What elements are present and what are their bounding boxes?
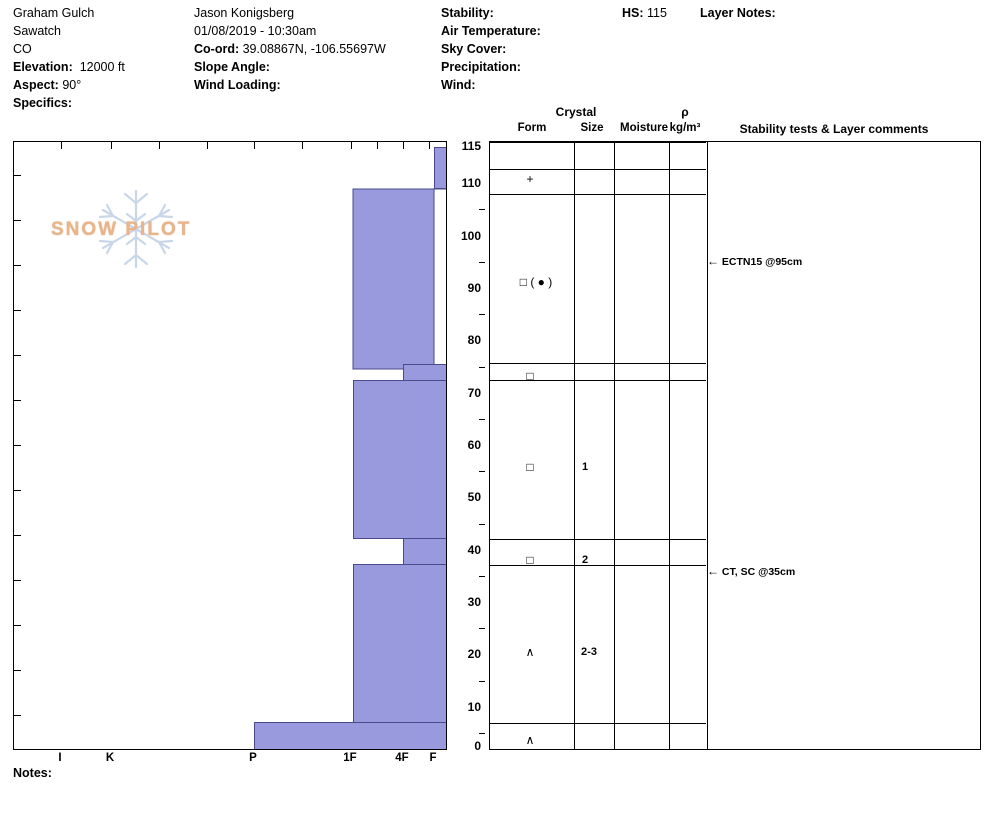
hardness-bar-layer-6 <box>353 564 447 723</box>
header-range-name: Sawatch <box>13 24 61 38</box>
header-form: Form <box>517 122 547 134</box>
notes-label: Notes: <box>13 766 52 780</box>
header-column-hs <box>622 4 702 22</box>
left-arrow-icon: ← <box>707 254 719 268</box>
hardness-plot <box>13 141 447 750</box>
hardness-tick-k: K <box>105 752 115 764</box>
hardness-bar-layer-7 <box>254 722 447 750</box>
depth-tick-100: 100 <box>460 229 481 243</box>
grain-size-layer-4: 1 <box>581 461 589 473</box>
grain-size-layer-5: 2 <box>581 554 589 566</box>
header-air-temperature: Air Temperature: <box>441 24 541 38</box>
hardness-bar-layer-5 <box>403 538 447 565</box>
header-observer: Jason Konigsberg <box>194 6 295 20</box>
header-total-snow-height: HS: 115 <box>622 6 667 20</box>
header-wind-loading: Wind Loading: <box>194 78 281 92</box>
header-crystal: Crystal <box>555 105 597 119</box>
grain-form-layer-4: □ <box>526 460 534 474</box>
header-wind: Wind: <box>441 78 476 92</box>
header-stability: Stability: <box>441 6 494 20</box>
header-density-units: kg/m³ <box>669 122 701 134</box>
depth-tick-80: 80 <box>467 333 481 347</box>
header-column-conditions <box>441 4 621 94</box>
depth-tick-90: 90 <box>467 281 481 295</box>
hardness-bar-layer-4 <box>353 380 447 539</box>
header-aspect: Aspect: 90° <box>13 78 82 92</box>
header-specifics: Specifics: <box>13 96 73 110</box>
header-layer-notes: Layer Notes: <box>700 6 776 20</box>
left-arrow-icon: ← <box>707 564 719 578</box>
depth-tick-40: 40 <box>467 543 481 557</box>
grain-form-layer-3: □ <box>526 369 534 383</box>
header-column-location <box>13 4 193 112</box>
depth-axis <box>447 139 485 753</box>
header-coordinates: Co-ord: 39.08867N, -106.55697W <box>194 42 386 56</box>
header-moisture: Moisture <box>620 122 668 134</box>
grain-form-layer-5: □ <box>526 553 534 567</box>
hardness-tick-p: P <box>249 752 257 764</box>
header-size: Size <box>580 122 604 134</box>
grain-form-layer-7: ∧ <box>525 733 535 747</box>
depth-tick-10: 10 <box>467 700 481 714</box>
header-sky-cover: Sky Cover: <box>441 42 507 56</box>
header-column-observer <box>194 4 442 94</box>
hardness-bar-layer-3 <box>403 364 447 381</box>
depth-tick-70: 70 <box>467 386 481 400</box>
header-slope-angle: Slope Angle: <box>194 60 270 74</box>
depth-tick-20: 20 <box>467 647 481 661</box>
header-datetime: 01/08/2019 - 10:30am <box>194 24 317 38</box>
grid-column-headers <box>489 105 981 141</box>
depth-tick-60: 60 <box>467 438 481 452</box>
header-density-symbol: ρ <box>681 105 689 119</box>
stability-annotation-1: ← ECTN15 @95cm <box>707 254 803 268</box>
depth-tick-110: 110 <box>461 176 481 190</box>
hardness-axis-labels <box>13 752 447 768</box>
depth-tick-0: 0 <box>474 739 481 753</box>
stability-annotation-2: ← CT, SC @35cm <box>707 564 796 578</box>
profile-header <box>0 0 994 112</box>
header-precipitation: Precipitation: <box>441 60 521 74</box>
watermark-label: SNOW PILOT <box>51 219 192 240</box>
header-column-layer-notes <box>700 4 990 22</box>
hardness-tick-4f: 4F <box>395 752 409 764</box>
hardness-tick-1f: 1F <box>343 752 357 764</box>
depth-tick-50: 50 <box>467 490 481 504</box>
header-stability-tests: Stability tests & Layer comments <box>739 122 929 136</box>
depth-tick-30: 30 <box>467 595 481 609</box>
header-elevation: Elevation: 12000 ft <box>13 60 125 74</box>
grain-form-layer-1: + <box>526 172 534 186</box>
layer-detail-grid <box>489 141 981 750</box>
depth-tick-115: 115 <box>461 139 481 153</box>
hardness-tick-f: F <box>429 752 437 764</box>
header-state: CO <box>13 42 32 56</box>
hardness-tick-i: I <box>58 752 62 764</box>
grain-form-layer-6: ∧ <box>525 645 535 659</box>
grain-size-layer-6: 2-3 <box>581 646 597 658</box>
header-site-name: Graham Gulch <box>13 6 95 20</box>
grain-form-layer-2: □ ( ● ) <box>519 275 553 289</box>
